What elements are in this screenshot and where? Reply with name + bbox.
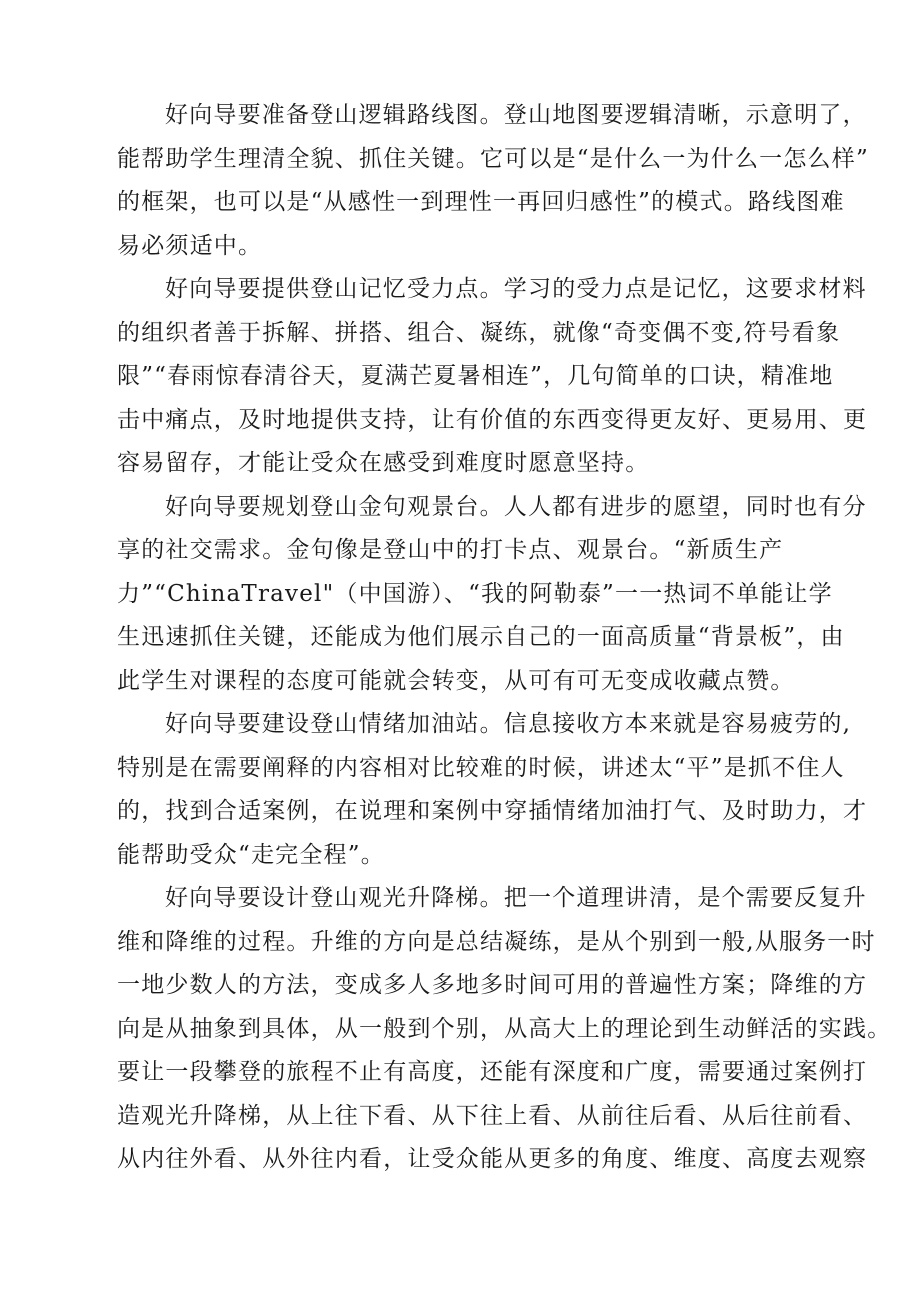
- paragraph-line: 的组织者善于拆解、拼搭、组合、凝练，就像“奇变偶不变,符号看象: [117, 319, 841, 346]
- paragraph-line: 能帮助学生理清全貌、抓住关键。它可以是“是什么一为什么一怎么样”: [117, 145, 869, 172]
- paragraph-line: 容易留存，才能让受众在感受到难度时愿意坚持。: [117, 450, 650, 476]
- paragraph-line: 特别是在需要阐释的内容相对比较难的时候，讲述太“平”是抓不住人: [117, 754, 845, 781]
- document-body: [117, 94, 892, 1182]
- paragraph-line: 享的社交需求。金句像是登山中的打卡点、观景台。“新质生产: [117, 537, 784, 563]
- paragraph-line: 好向导要准备登山逻辑路线图。登山地图要逻辑清晰，示意明了，: [165, 102, 867, 128]
- paragraph-line: 力”“ChinaTravel"（中国游）、“我的阿勒泰”一一热词不单能让学: [117, 580, 833, 607]
- paragraph-line: 限”“春雨惊春清谷天，夏满芒夏暑相连”，几句简单的口诀，精准地: [117, 363, 834, 389]
- paragraph-line: 的，找到合适案例，在说理和案例中穿插情绪加油打气、及时助力，才: [117, 798, 868, 824]
- paragraph-line: 好向导要设计登山观光升降梯。把一个道理讲清，是个需要反复升: [165, 885, 867, 911]
- paragraph-line: 向是从抽象到具体，从一般到个别，从高大上的理论到生动鲜活的实践。: [117, 1015, 892, 1042]
- paragraph-line: 一地少数人的方法，变成多人多地多时间可用的普遍性方案；降维的方: [117, 972, 868, 998]
- paragraph-line: 能帮助受众“走完全程”。: [117, 841, 385, 868]
- paragraph-line: 击中痛点，及时地提供支持，让有价值的东西变得更友好、更易用、更: [117, 406, 868, 433]
- paragraph-line: 好向导要提供登山记忆受力点。学习的受力点是记忆，这要求材料: [165, 276, 867, 302]
- paragraph-line: 的框架，也可以是“从感性一到理性一再回归感性”的模式。路线图难: [117, 189, 845, 215]
- paragraph-line: 好向导要规划登山金句观景台。人人都有进步的愿望，同时也有分: [165, 493, 867, 520]
- paragraph-line: 生迅速抓住关键，还能成为他们展示自己的一面高质量“背景板”，由: [117, 624, 845, 650]
- paragraph-line: 此学生对课程的态度可能就会转变，从可有可无变成收藏点赞。: [117, 667, 795, 694]
- paragraph-line: 易必须适中。: [117, 232, 263, 259]
- paragraph-line: 好向导要建设登山情绪加油站。信息接收方本来就是容易疲劳的,: [165, 711, 852, 737]
- paragraph-line: 要让一段攀登的旅程不止有高度，还能有深度和广度，需要通过案例打: [117, 1059, 868, 1085]
- paragraph-line: 维和降维的过程。升维的方向是总结凝练，是从个别到一般,从服务一时: [117, 928, 876, 955]
- paragraph-line: 从内往外看、从外往内看，让受众能从更多的角度、维度、高度去观察: [117, 1146, 868, 1172]
- paragraph-line: 造观光升降梯，从上往下看、从下往上看、从前往后看、从后往前看、: [117, 1102, 868, 1129]
